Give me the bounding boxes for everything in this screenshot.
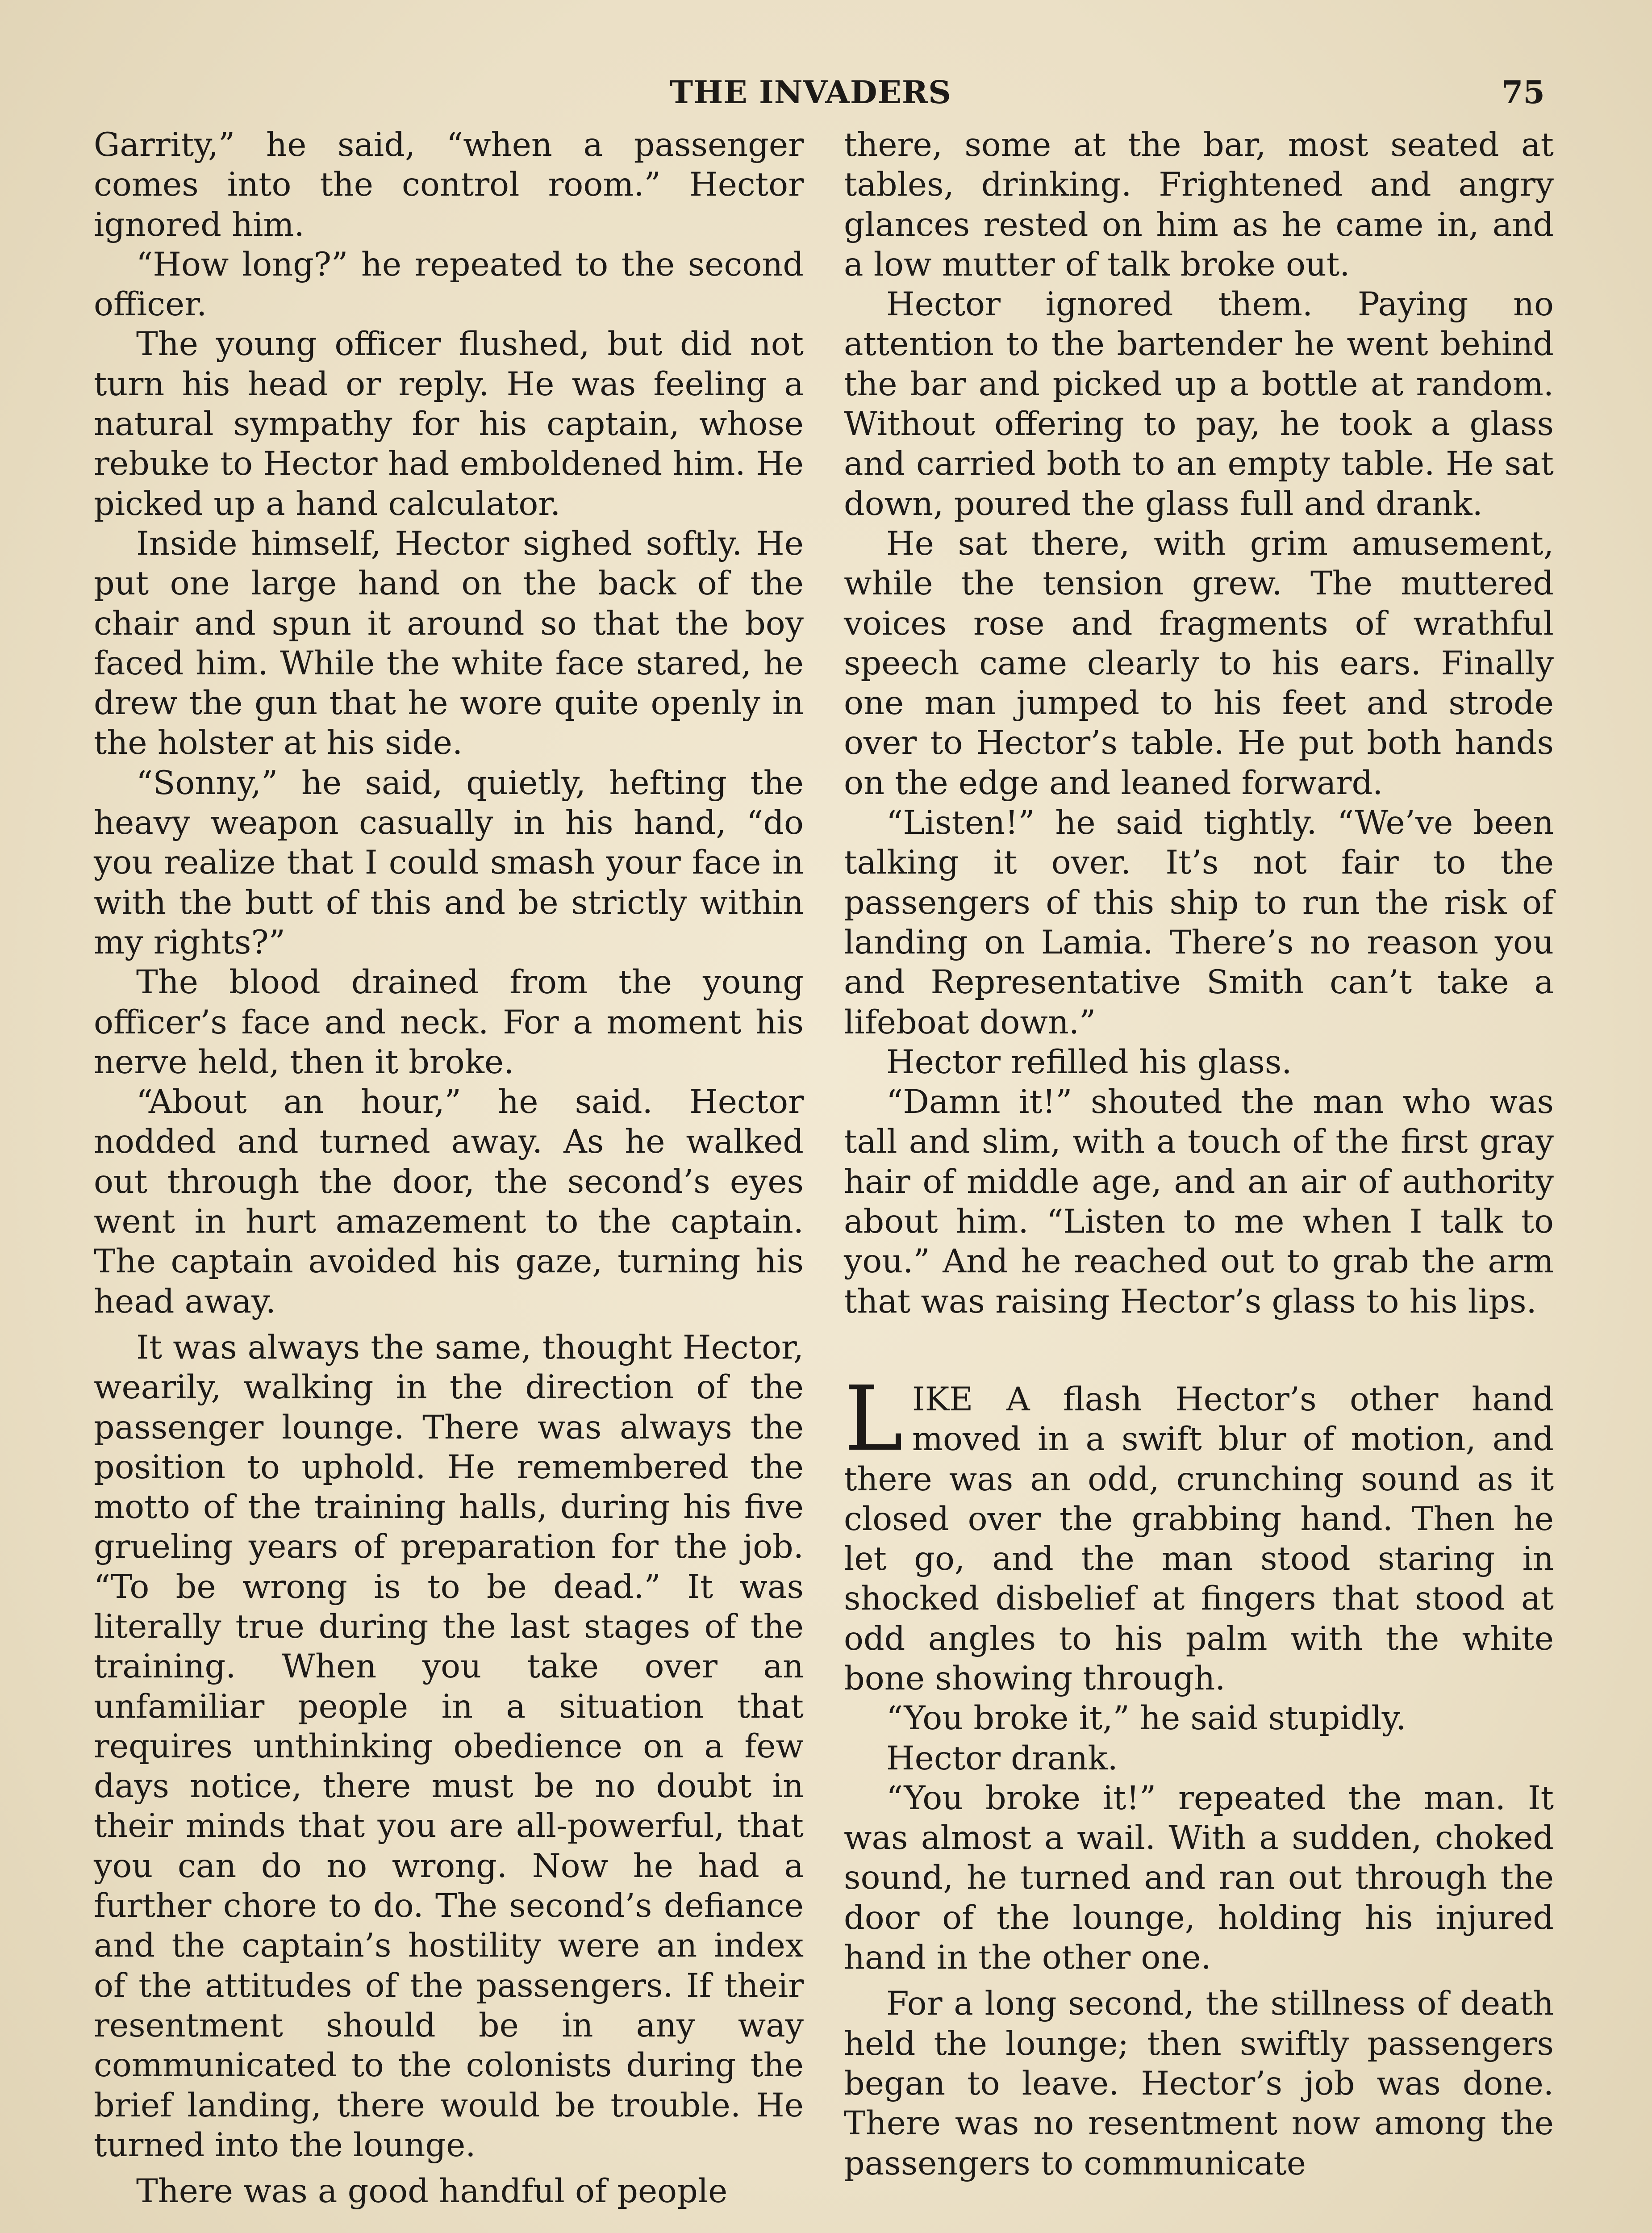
paragraph: “Listen!” he said tightly. “We’ve been talking it over. It’s not fair to the passengers of this ship to run the risk of landing on Lamia. There’s no reason you and Representative Smith can’t take a lifeboat down.” [844, 804, 1554, 1041]
paragraph: “About an hour,” he said. Hector nodded and turned away. As he walked out through the door, the second’s eyes went in hurt amazement to the captain. The captain avoided his gaze, turning his head away. [94, 1083, 804, 1321]
drop-cap: L [844, 1367, 903, 1471]
paragraph: Hector drank. [886, 1739, 1118, 1777]
paragraph: Garrity,” he said, “when a passenger comes into the control room.” Hector ignored him. [94, 126, 804, 244]
paragraph-text: IKE A flash Hector’s other hand moved in a swift blur of motion, and there was an odd, crunching sound as it closed over the grabbing hand. Then he let go, and the man stood staring in shocked disbelief at fingers that stood at odd angles to his palm with the white bone showing through. [844, 1380, 1554, 1698]
paragraph: There was a good handful of people [136, 2172, 728, 2211]
left-column [94, 125, 804, 2211]
paragraph: “How long?” he repeated to the second officer. [94, 245, 804, 324]
paragraph: The young officer flushed, but did not turn his head or reply. He was feeling a natural sympathy for his captain, whose rebuke to Hector had emboldened him. He picked up a hand calculator. [94, 325, 804, 523]
paragraph: “You broke it,” he said stupidly. [886, 1699, 1406, 1738]
paragraph: The blood drained from the young officer’s face and neck. For a moment his nerve held, then it broke. [94, 963, 804, 1081]
right-column [844, 125, 1554, 2183]
running-title: THE INVADERS [670, 74, 951, 111]
paragraph: It was always the same, thought Hector, wearily, walking in the direction of the passenger lounge. There was always the position to uphold. He remembered the motto of the training halls, during his five grueling years of preparation for the job. “To be wrong is to be dead.” It was literally true during the last stages of the training. When you take over an unfamiliar people in a situation that requires unthinking obedience on a few days notice, there must be no doubt in their minds that you are all-powerful, that you can do no wrong. Now he had a further chore to do. The second’s defiance and the captain’s hostility were an index of the attitudes of the passengers. If their resentment should be in any way communicated to the colonists during the brief landing, there would be trouble. He turned into the lounge. [94, 1328, 804, 2164]
section-opening-paragraph [844, 1367, 1554, 1698]
paragraph: there, some at the bar, most seated at tables, drinking. Frightened and angry glances rested on him as he came in, and a low mutter of talk broke out. [844, 126, 1554, 284]
paragraph: Hector ignored them. Paying no attention to the bartender he went behind the bar and picked up a bottle at random. Without offering to pay, he took a glass and carried both to an empty table. He sat down, poured the glass full and drank. [844, 285, 1554, 523]
page-header [94, 74, 1563, 118]
paragraph: Hector refilled his glass. [886, 1043, 1292, 1081]
page-number: 75 [1501, 74, 1545, 111]
paragraph: He sat there, with grim amusement, while the tension grew. The muttered voices rose and fragments of wrathful speech came clearly to his ears. Finally one man jumped to his feet and strode over to Hector’s table. He put both hands on the edge and leaned forward. [844, 524, 1554, 802]
paragraph: For a long second, the stillness of death held the lounge; then swiftly passengers began to leave. Hector’s job was done. There was no resentment now among the passengers to communicate [844, 1985, 1554, 2183]
paragraph: “Sonny,” he said, quietly, hefting the heavy weapon casually in his hand, “do you realize that I could smash your face in with the butt of this and be strictly within my rights?” [94, 764, 804, 962]
paragraph: Inside himself, Hector sighed softly. He put one large hand on the back of the chair and spun it around so that the boy faced him. While the white face stared, he drew the gun that he wore quite openly in the holster at his side. [94, 524, 804, 762]
paragraph: “You broke it!” repeated the man. It was almost a wail. With a sudden, choked sound, he turned and ran out through the door of the lounge, holding his injured hand in the other one. [844, 1779, 1554, 1977]
paragraph: “Damn it!” shouted the man who was tall and slim, with a touch of the first gray hair of middle age, and an air of authority about him. “Listen to me when I talk to you.” And he reached out to grab the arm that was raising Hector’s glass to his lips. [844, 1083, 1554, 1321]
